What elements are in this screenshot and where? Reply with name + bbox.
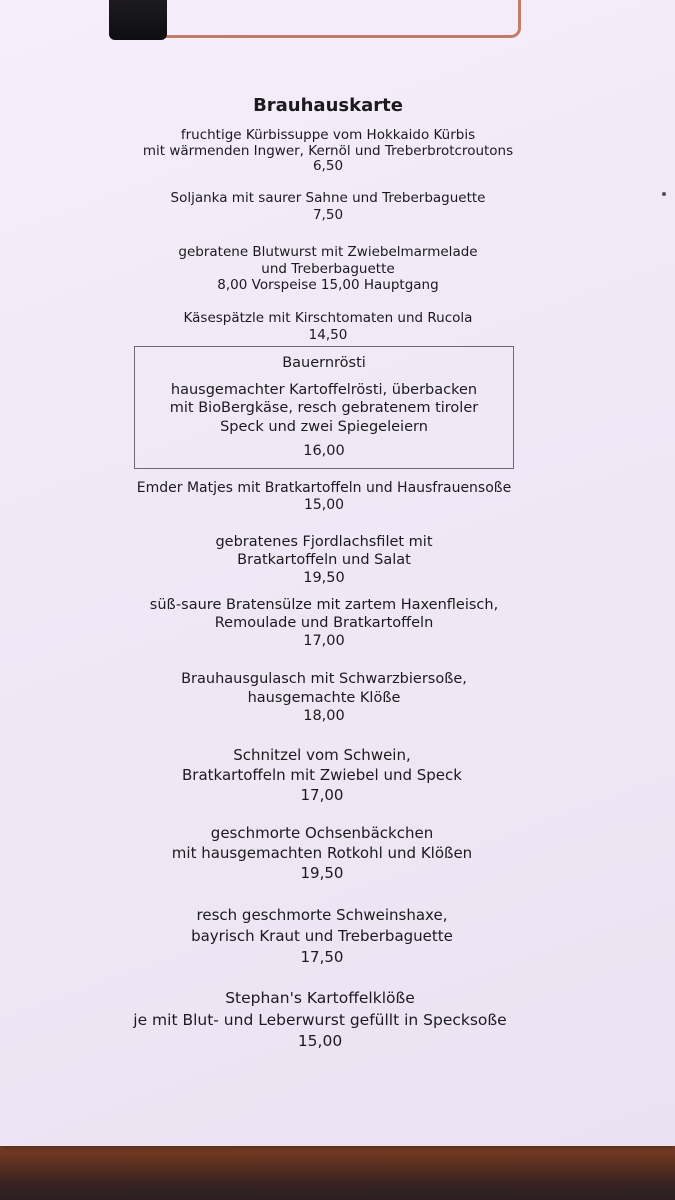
item-description-line: Speck und zwei Spiegeleiern [220,418,428,435]
clip-handle [109,0,167,40]
item-description-line: resch geschmorte Schweinshaxe, [196,906,448,924]
item-description-line: süß-saure Bratensülze mit zartem Haxenfleisch, [149,597,499,613]
item-description-line: mit hausgemachten Rotkohl und Klößen [171,844,473,862]
item-price: 8,00 Vorspeise 15,00 Hauptgang [217,277,439,293]
item-description-line: Bratkartoffeln und Salat [237,552,411,568]
item-description-line: je mit Blut- und Leberwurst gefüllt in Specksoße [133,1010,507,1029]
item-description-line: gebratene Blutwurst mit Zwiebelmarmelade [178,244,478,260]
item-price: 14,50 [308,327,348,343]
menu-item-fjordlachs [0,533,648,587]
menu-item-kuerbissuppe [0,128,656,175]
paper-speck [662,192,666,196]
item-price: 7,50 [312,207,344,223]
item-price: 17,00 [300,786,344,804]
menu-item-schnitzel [0,745,644,805]
item-description-line: Remoulade und Bratkartoffeln [214,615,434,631]
menu-item-blutwurst [0,244,656,294]
menu-item-kartoffelkloesse [0,988,640,1053]
item-description-line: hausgemachter Kartoffelrösti, überbacken [170,381,478,398]
item-description-line: mit BioBergkäse, resch gebratenem tiroler [169,400,479,416]
item-price: 16,00 [303,443,345,459]
item-description-line: Bratkartoffeln mit Zwiebel und Speck [182,766,462,784]
menu-item-schweinshaxe [0,905,644,968]
item-price: 19,50 [300,864,344,882]
item-description-line: Schnitzel vom Schwein, [233,746,411,764]
menu-title: Brauhauskarte [253,95,403,116]
item-description-line: geschmorte Ochsenbäckchen [210,824,434,842]
item-description-line: Brauhausgulasch mit Schwarzbiersoße, [181,671,467,687]
item-price: 15,00 [297,1032,343,1050]
menu-item-kaesespaetzle [0,310,656,344]
item-description-line: mit wärmenden Ingwer, Kernöl und Treberbrotcroutons [142,142,514,159]
item-price: 19,50 [303,570,345,586]
menu-item-matjes [0,480,648,514]
item-description-line: Stephan's Kartoffelklöße [225,989,415,1007]
item-description-line: bayrisch Kraut und Treberbaguette [191,927,453,945]
item-description-line: hausgemachte Klöße [247,689,401,706]
item-description-line: Käsespätzle mit Kirschtomaten und Rucola [183,310,473,326]
menu-item-gulasch [0,670,648,726]
clipboard-clip [105,0,525,44]
item-price: 18,00 [303,708,345,724]
item-price: 15,00 [303,497,345,513]
item-description-line: und Treberbaguette [261,260,395,277]
item-price: 17,00 [303,633,345,649]
menu-item-soljanka [0,190,656,224]
item-price: 17,50 [300,948,344,966]
item-description-line: Emder Matjes mit Bratkartoffeln und Hausfrauensoße [136,480,512,496]
item-description-line: Soljanka mit saurer Sahne und Treberbaguette [170,190,486,206]
clip-wire [153,0,521,38]
menu-item-bauernroesti [134,354,514,461]
wooden-table [0,1138,675,1200]
menu-item-bratensuelze [0,596,648,650]
item-price: 6,50 [312,158,344,174]
menu-item-ochsenbaeckchen [0,823,644,883]
item-description-line: fruchtige Kürbissuppe vom Hokkaido Kürbis [180,127,476,143]
item-description-line: gebratenes Fjordlachsfilet mit [215,534,433,550]
item-heading: Bauernrösti [282,355,366,371]
